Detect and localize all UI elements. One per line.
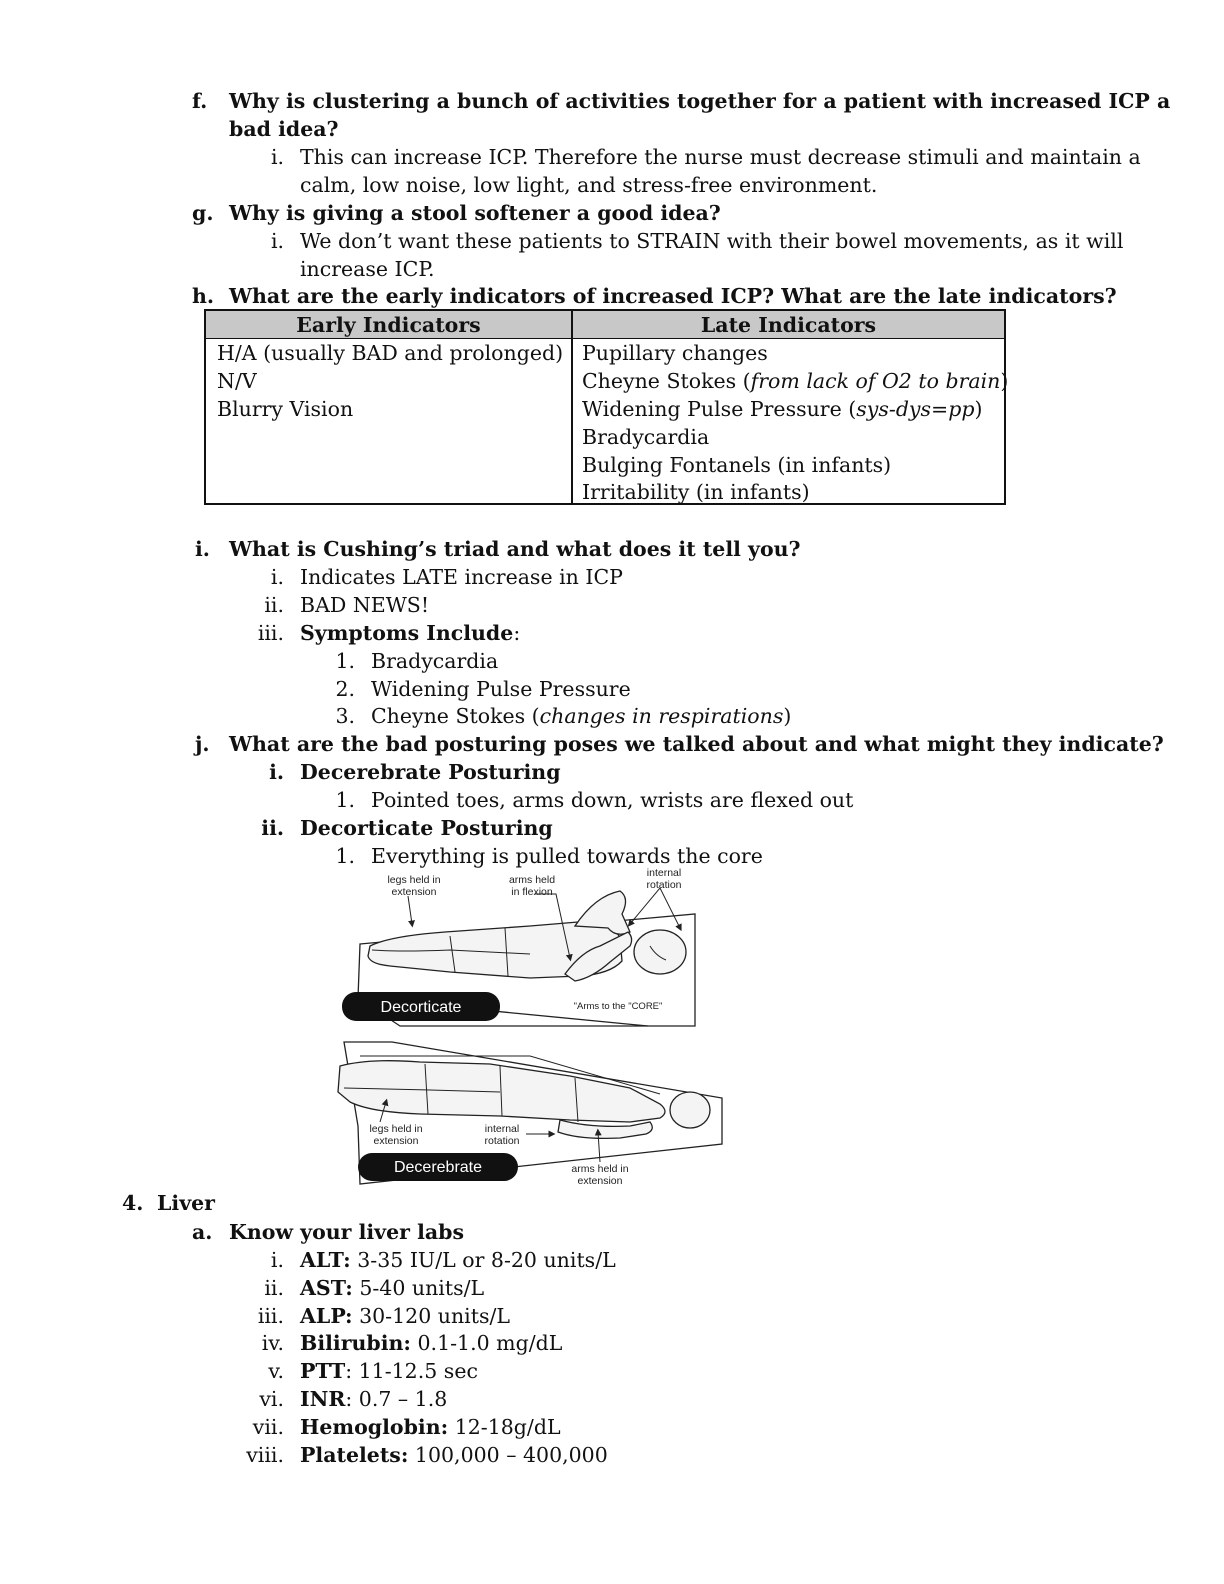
item-i-sub-text: BAD NEWS! [300, 593, 430, 617]
late-indicators-header: Late Indicators [700, 313, 877, 337]
symptom-item: Bradycardia [371, 649, 499, 673]
lab-marker: iv. [261, 1331, 284, 1355]
decerebrate-rotation-label: internal rotation [484, 1123, 520, 1147]
item-i-question: What is Cushing’s triad and what does it tell you? [229, 537, 801, 561]
item-i-sub-text: Indicates LATE increase in ICP [300, 565, 623, 589]
lab-item-alt: ALT: 3-35 IU/L or 8-20 units/L [300, 1248, 616, 1272]
lab-marker: vi. [259, 1387, 284, 1411]
decorticate-heading: Decorticate Posturing [300, 816, 553, 840]
decerebrate-arms-label: arms held in extension [571, 1163, 629, 1187]
late-indicator: Widening Pulse Pressure (sys-dys=pp) [582, 397, 983, 421]
late-indicator: Bradycardia [582, 425, 710, 449]
item-f-question-cont: bad idea? [229, 117, 339, 141]
lab-item-ptt: PTT: 11-12.5 sec [300, 1359, 478, 1383]
lab-item-inr: INR: 0.7 – 1.8 [300, 1387, 448, 1411]
lab-item-platelets: Platelets: 100,000 – 400,000 [300, 1443, 608, 1467]
decorticate-rotation-label: internal rotation [646, 867, 682, 891]
symptoms-heading: Symptoms Include: [300, 621, 521, 645]
item-g-question: Why is giving a stool softener a good idea? [229, 201, 721, 225]
late-indicator: Cheyne Stokes (from lack of O2 to brain) [582, 369, 1009, 393]
late-indicator: Irritability (in infants) [582, 480, 810, 504]
item-i-sub-marker: iii. [257, 621, 284, 645]
lab-marker: ii. [264, 1276, 284, 1300]
indicators-table [204, 309, 1009, 505]
liver-subtitle: Know your liver labs [229, 1220, 465, 1244]
item-g-answer-marker: i. [271, 229, 285, 253]
lab-item-ast: AST: 5-40 units/L [300, 1276, 485, 1300]
decorticate-detail-marker: 1. [335, 844, 355, 868]
early-indicators-header: Early Indicators [296, 313, 481, 337]
table-divider [571, 311, 573, 503]
liver-sub-marker: a. [192, 1220, 213, 1244]
item-j-sub-marker: i. [269, 760, 284, 784]
item-f-answer-cont: calm, low noise, low light, and stress-free environment. [300, 173, 878, 197]
item-h-question: What are the early indicators of increased ICP? What are the late indicators? [229, 284, 1117, 308]
decorticate-detail: Everything is pulled towards the core [371, 844, 763, 868]
decorticate-legs-label: legs held in extension [387, 874, 441, 898]
item-f-answer-marker: i. [271, 145, 285, 169]
symptom-marker: 3. [335, 704, 355, 728]
item-i-sub-marker: i. [270, 565, 284, 589]
item-j-sub-marker: ii. [261, 816, 284, 840]
symptom-marker: 1. [335, 649, 355, 673]
symptom-item: Widening Pulse Pressure [371, 677, 631, 701]
decerebrate-detail-marker: 1. [335, 788, 355, 812]
liver-title: Liver [157, 1191, 215, 1215]
lab-item-hemoglobin: Hemoglobin: 12-18g/dL [300, 1415, 561, 1439]
decerebrate-legs-label: legs held in extension [369, 1123, 423, 1147]
late-indicator: Bulging Fontanels (in infants) [582, 453, 892, 477]
item-g-answer-cont: increase ICP. [300, 257, 435, 281]
early-indicator: Blurry Vision [217, 397, 354, 421]
symptom-marker: 2. [335, 677, 355, 701]
decerebrate-heading: Decerebrate Posturing [300, 760, 561, 784]
decerebrate-illustration [338, 1042, 722, 1187]
lab-marker: viii. [246, 1443, 284, 1467]
item-g-marker: g. [192, 201, 214, 225]
lab-marker: iii. [257, 1304, 284, 1328]
item-f-marker: f. [192, 89, 208, 113]
item-j-question: What are the bad posturing poses we talked about and what might they indicate? [229, 732, 1164, 756]
lab-marker: v. [268, 1359, 284, 1383]
symptom-item: Cheyne Stokes (changes in respirations) [371, 704, 792, 728]
item-j-marker: j. [195, 732, 210, 756]
early-indicator: N/V [217, 369, 257, 393]
liver-marker: 4. [122, 1191, 144, 1215]
decorticate-caption: "Arms to the "CORE" [573, 1001, 663, 1012]
decerebrate-detail: Pointed toes, arms down, wrists are flexed out [371, 788, 854, 812]
item-g-answer: We don’t want these patients to STRAIN with their bowel movements, as it will [300, 229, 1124, 253]
item-i-marker: i. [195, 537, 210, 561]
decorticate-arms-label: arms held in flexion [508, 874, 556, 898]
lab-item-bilirubin: Bilirubin: 0.1-1.0 mg/dL [300, 1331, 563, 1355]
late-indicator: Pupillary changes [582, 341, 768, 365]
lab-marker: vii. [252, 1415, 284, 1439]
posturing-figure [330, 866, 730, 1190]
item-f-answer: This can increase ICP. Therefore the nurse must decrease stimuli and maintain a [300, 145, 1141, 169]
lab-item-alp: ALP: 30-120 units/L [300, 1304, 510, 1328]
decorticate-illustration [342, 867, 695, 1026]
decerebrate-badge: Decerebrate [393, 1159, 483, 1176]
lab-marker: i. [270, 1248, 284, 1272]
item-h-marker: h. [192, 284, 215, 308]
item-f-question: Why is clustering a bunch of activities together for a patient with increased ICP a [229, 89, 1171, 113]
early-indicator: H/A (usually BAD and prolonged) [217, 341, 564, 365]
decorticate-badge: Decorticate [380, 999, 462, 1016]
item-i-sub-marker: ii. [264, 593, 284, 617]
